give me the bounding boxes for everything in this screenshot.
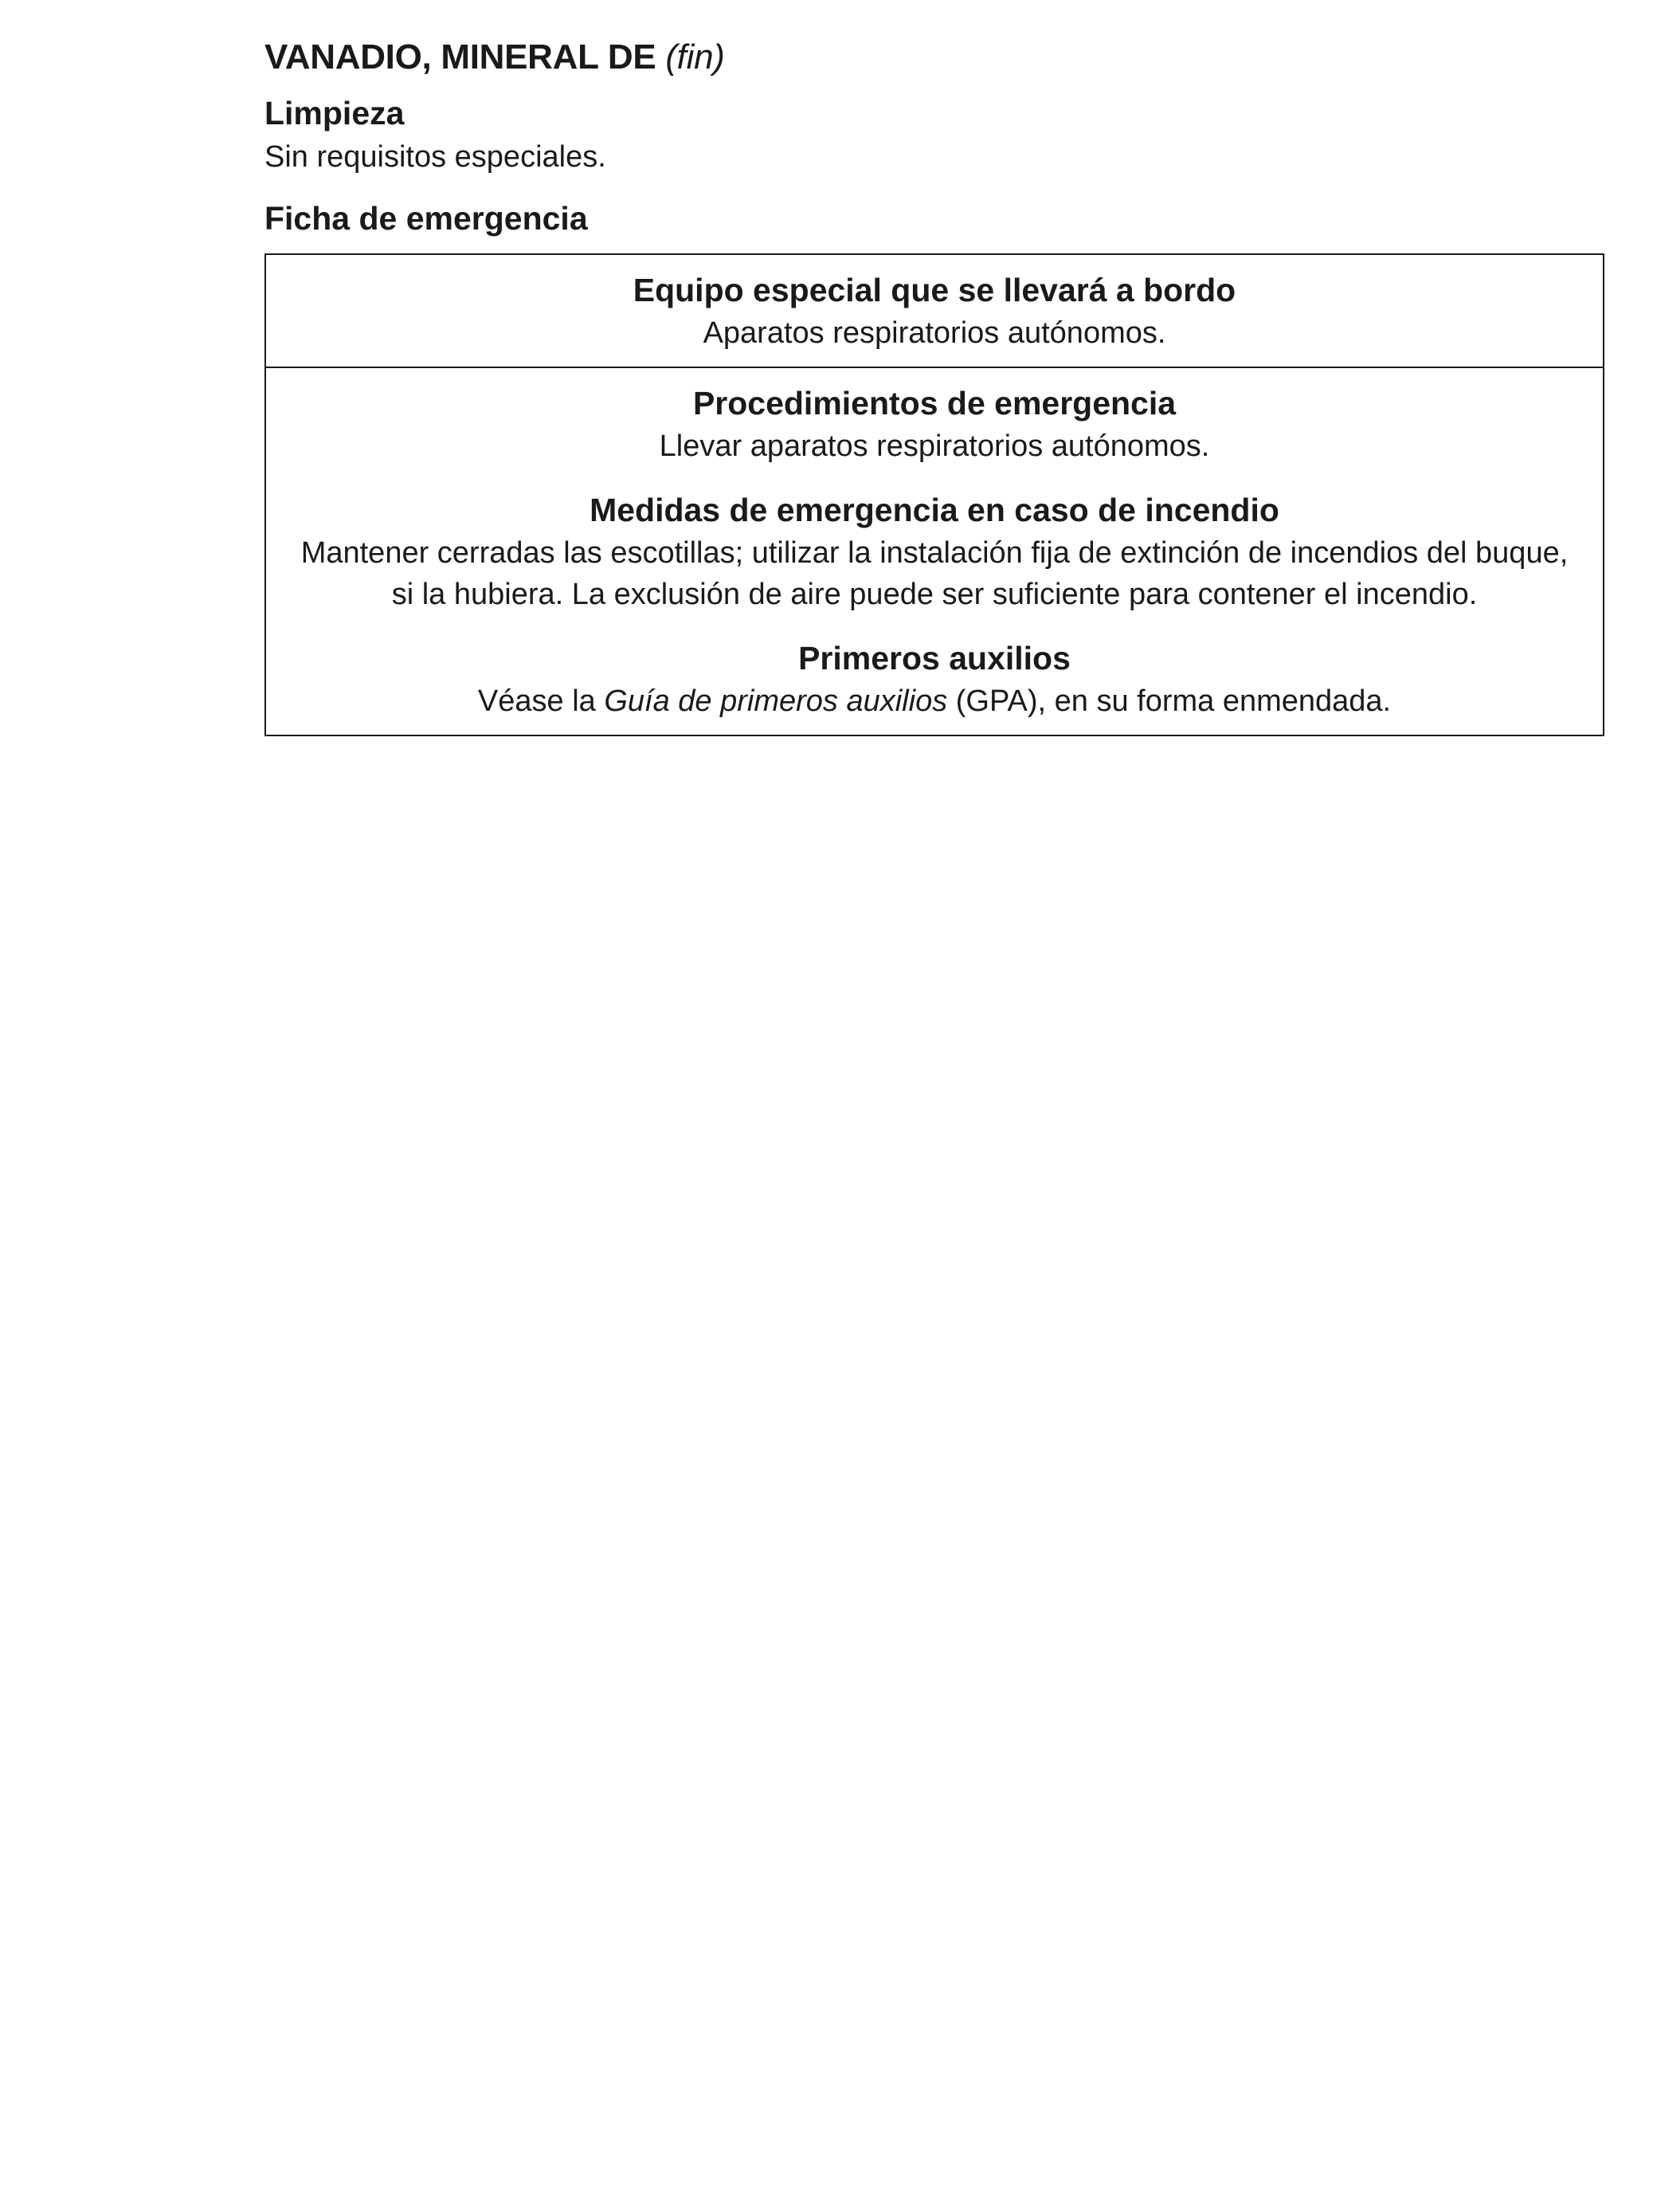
page-title-main: VANADIO, MINERAL DE [264, 37, 656, 76]
cleaning-text: Sin requisitos especiales. [264, 140, 606, 174]
procedures-text: Llevar aparatos respiratorios autónomos. [659, 429, 1210, 463]
emergency-card-heading: Ficha de emergencia [264, 200, 588, 237]
first-aid-text-after: (GPA), en su forma enmendada. [947, 684, 1392, 718]
fire-measures-text [282, 532, 1587, 615]
fire-measures-text-line2: si la hubiera. La exclusión de aire puede ser suficiente para contener el incendio. [391, 578, 1478, 611]
first-aid-heading: Primeros auxilios [798, 640, 1071, 677]
emergency-card-section [264, 196, 1604, 736]
fire-measures-text-line1: Mantener cerradas las escotillas; utilizar la instalación fija de extinción de incendios del buque, [300, 536, 1569, 570]
procedures-heading: Procedimientos de emergencia [692, 385, 1177, 422]
cleaning-section [264, 91, 1604, 178]
first-aid-text-before: Véase la [477, 684, 605, 718]
first-aid-text [282, 680, 1587, 722]
fire-measures-heading: Medidas de emergencia en caso de incendio [590, 492, 1279, 528]
page-title [264, 32, 1604, 83]
equipment-heading: Equipo especial que se llevará a bordo [633, 272, 1236, 308]
document-page [264, 32, 1604, 736]
cleaning-heading: Limpieza [264, 95, 405, 131]
page-title-suffix: (fin) [665, 37, 725, 76]
procedures-row [266, 367, 1603, 735]
equipment-text: Aparatos respiratorios autónomos. [703, 316, 1166, 350]
emergency-card-box [264, 253, 1604, 736]
first-aid-guide-title: Guía de primeros auxilios [604, 684, 948, 718]
equipment-row [266, 255, 1603, 367]
